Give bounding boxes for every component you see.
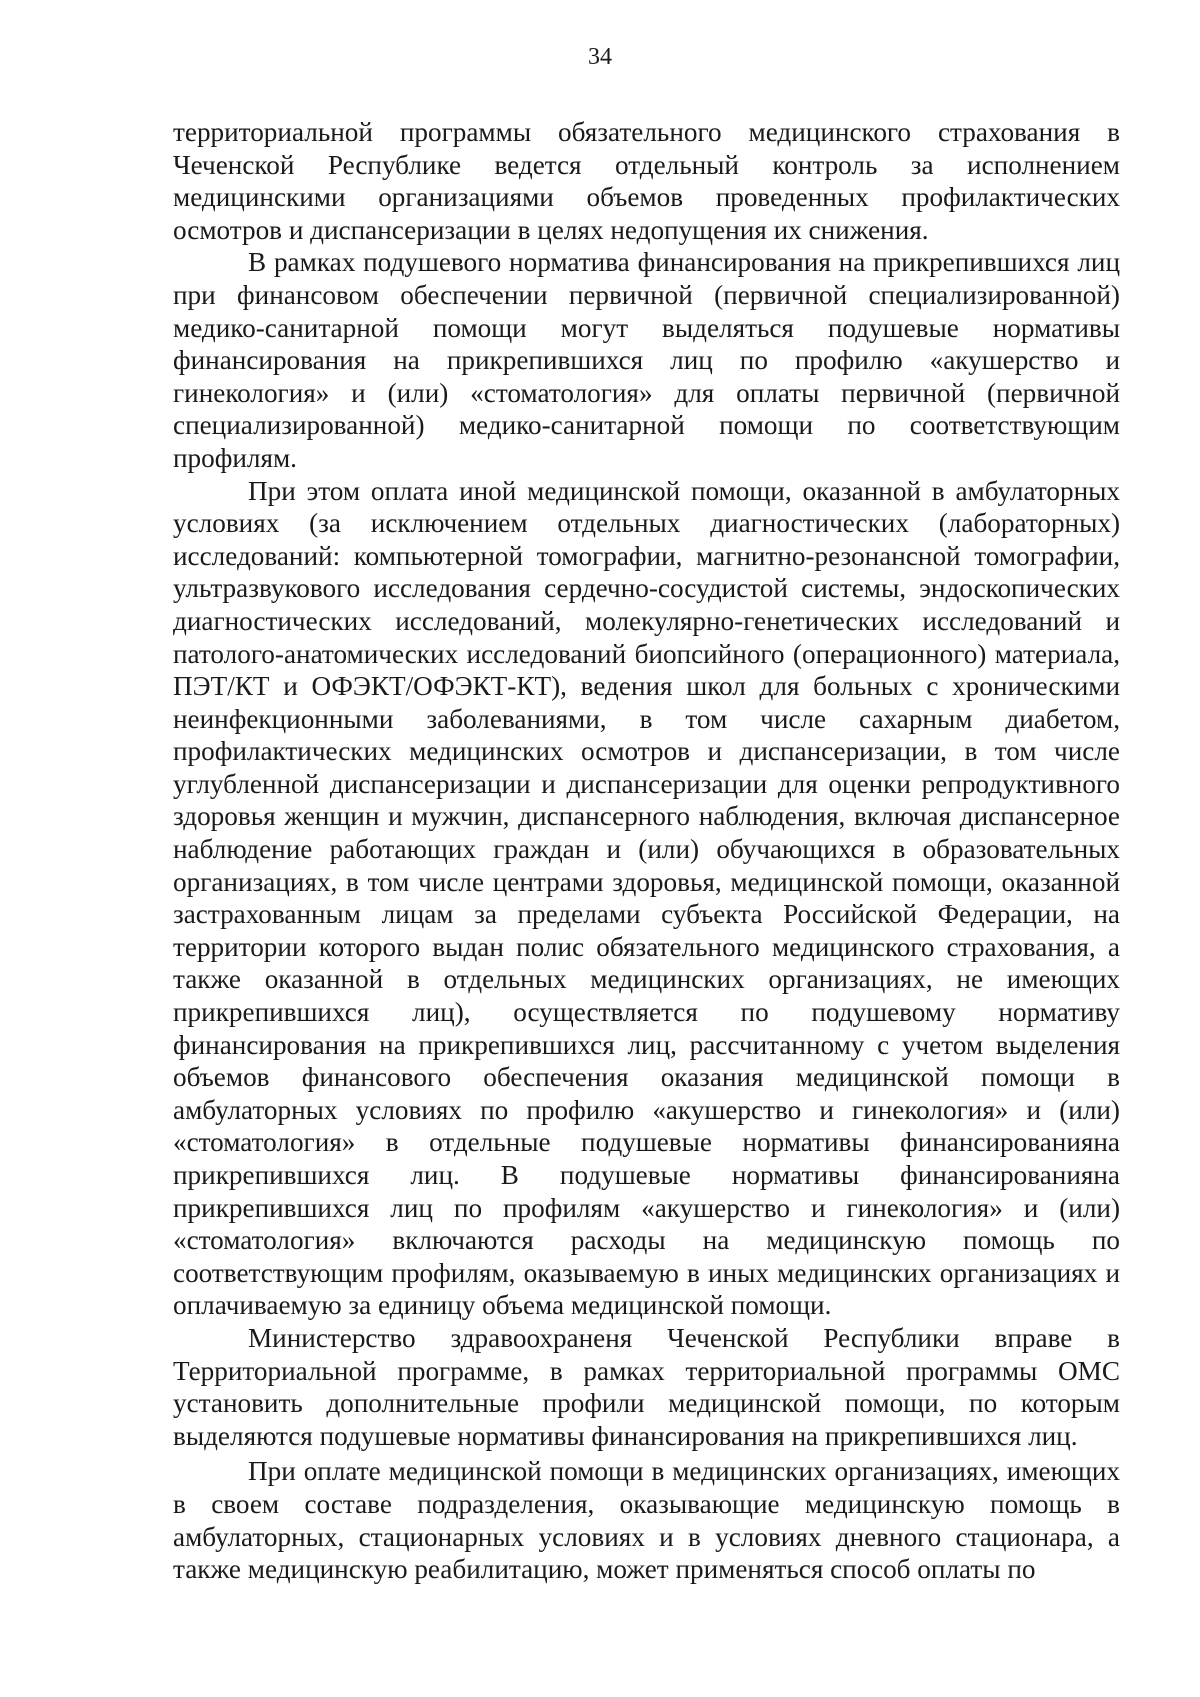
- document-body: [173, 116, 1120, 1586]
- paragraph-outpatient-payment: При этом оплата иной медицинской помощи, оказанной в амбулаторных условиях (за исключением отдельных диагностических (лабораторных) исследований: компьютерной томографии, магнитно-резонансной томографии, ультразвукового исследования сердечно-сосудистой системы, эндоскопических диагностических исследований, молекулярно-генетических исследований и патолого-анатомических исследований биопсийного (операционного) материала, ПЭТ/КТ и ОФЭКТ/ОФЭКТ-КТ), ведения школ для больных с хроническими неинфекционными заболеваниями, в том числе сахарным диабетом, профилактических медицинских осмотров и диспансеризации, в том числе углубленной диспансеризации и диспансеризации для оценки репродуктивного здоровья женщин и мужчин, диспансерного наблюдения, включая диспансерное наблюдение работающих граждан и (или) обучающихся в образовательных организациях, в том числе центрами здоровья, медицинской помощи, оказанной застрахованным лицам за пределами субъекта Российской Федерации, на территории которого выдан полис обязательного медицинского страхования, а также оказанной в отдельных медицинских организациях, не имеющих прикрепившихся лиц), осуществляется по подушевому нормативу финансирования на прикрепившихся лиц, рассчитанному с учетом выделения объемов финансового обеспечения оказания медицинской помощи в амбулаторных условиях по профилю «акушерство и гинекология» и (или) «стоматология» в отдельные подушевые нормативы финансированияна прикрепившихся лиц. В подушевые нормативы финансированияна прикрепившихся лиц по профилям «акушерство и гинекология» и (или) «стоматология» включаются расходы на медицинскую помощь по соответствующим профилям, оказываемую в иных медицинских организациях и оплачиваемую за единицу объема медицинской помощи.: [173, 475, 1120, 1321]
- paragraph-payment-method: При оплате медицинской помощи в медицинских организациях, имеющих в своем составе подразделения, оказывающие медицинскую помощь в амбулаторных, стационарных условиях и в условиях дневного стационара, а также медицинскую реабилитацию, может применяться способ оплаты по: [173, 1456, 1120, 1585]
- paragraph-ministry-profiles: Министерство здравоохраненя Чеченской Республики вправе в Территориальной программе, в рамках территориальной программы ОМС установить дополнительные профили медицинской помощи, по которым выделяются подушевые нормативы финансирования на прикрепившихся лиц.: [173, 1322, 1120, 1451]
- paragraph-per-capita-standards: В рамках подушевого норматива финансирования на прикрепившихся лиц при финансовом обеспечении первичной (первичной специализированной) медико-санитарной помощи могут выделяться подушевые нормативы финансирования на прикрепившихся лиц по профилю «акушерство и гинекология» и (или) «стоматология» для оплаты первичной (первичной специализированной) медико-санитарной помощи по соответствующим профилям.: [173, 247, 1120, 473]
- paragraph-continuation: территориальной программы обязательного медицинского страхования в Чеченской Республике ведется отдельный контроль за исполнением медицинскими организациями объемов проведенных профилактических осмотров и диспансеризации в целях недопущения их снижения.: [173, 117, 1120, 245]
- page-number: 34: [588, 44, 612, 70]
